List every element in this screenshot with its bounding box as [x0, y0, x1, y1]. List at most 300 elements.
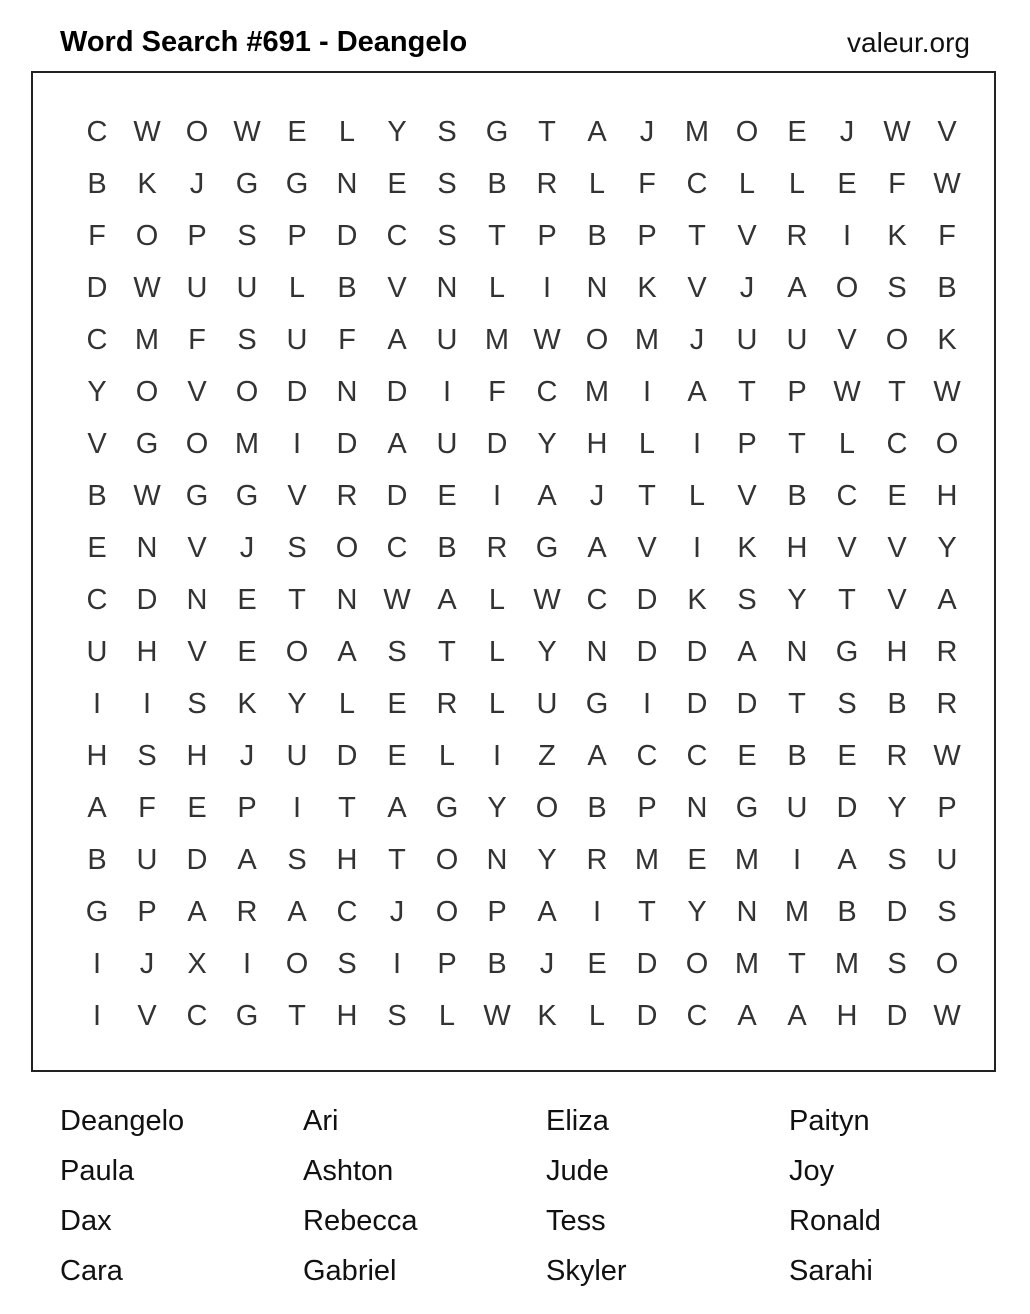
grid-letter[interactable]: R — [486, 531, 508, 564]
grid-letter[interactable]: S — [437, 115, 457, 148]
grid-letter[interactable]: C — [86, 115, 108, 148]
grid-letter[interactable]: T — [488, 219, 506, 252]
grid-letter[interactable]: N — [486, 843, 508, 876]
grid-letter[interactable]: F — [338, 323, 356, 356]
grid-letter[interactable]: D — [486, 427, 508, 460]
grid-letter[interactable]: Y — [537, 427, 557, 460]
grid-letter[interactable]: P — [737, 427, 757, 460]
grid-letter[interactable]: Y — [387, 115, 407, 148]
grid-letter[interactable]: I — [692, 427, 702, 460]
grid-letter[interactable]: C — [636, 739, 658, 772]
grid-letter[interactable]: E — [887, 479, 907, 512]
grid-letter[interactable]: E — [387, 739, 407, 772]
grid-letter[interactable]: U — [86, 635, 108, 668]
grid-letter[interactable]: A — [687, 375, 707, 408]
grid-letter[interactable]: S — [237, 219, 257, 252]
grid-letter[interactable]: P — [637, 219, 657, 252]
grid-letter[interactable]: B — [87, 167, 107, 200]
grid-letter[interactable]: Y — [887, 791, 907, 824]
grid-letter[interactable]: M — [234, 427, 260, 460]
grid-letter[interactable]: H — [186, 739, 208, 772]
grid-letter[interactable]: D — [186, 843, 208, 876]
grid-letter[interactable]: V — [737, 479, 757, 512]
grid-letter[interactable]: J — [839, 115, 855, 148]
grid-letter[interactable]: D — [336, 219, 358, 252]
grid-letter[interactable]: E — [687, 843, 707, 876]
grid-letter[interactable]: C — [836, 479, 858, 512]
grid-letter[interactable]: O — [435, 895, 459, 928]
grid-letter[interactable]: E — [187, 791, 207, 824]
grid-letter[interactable]: N — [336, 375, 358, 408]
grid-letter[interactable]: A — [787, 999, 807, 1032]
grid-letter[interactable]: A — [587, 115, 607, 148]
grid-letter[interactable]: T — [638, 895, 656, 928]
grid-letter[interactable]: D — [136, 583, 158, 616]
grid-letter[interactable]: I — [492, 479, 502, 512]
grid-letter[interactable]: L — [488, 635, 506, 668]
grid-letter[interactable]: S — [337, 947, 357, 980]
grid-letter[interactable]: Y — [537, 843, 557, 876]
grid-letter[interactable]: P — [487, 895, 507, 928]
grid-letter[interactable]: I — [642, 687, 652, 720]
grid-letter[interactable]: R — [336, 479, 358, 512]
grid-letter[interactable]: I — [242, 947, 252, 980]
grid-letter[interactable]: Y — [487, 791, 507, 824]
grid-letter[interactable]: T — [788, 947, 806, 980]
grid-letter[interactable]: O — [835, 271, 859, 304]
grid-letter[interactable]: C — [86, 323, 108, 356]
grid-letter[interactable]: C — [586, 583, 608, 616]
grid-letter[interactable]: W — [133, 479, 161, 512]
grid-letter[interactable]: P — [787, 375, 807, 408]
grid-letter[interactable]: O — [735, 115, 759, 148]
grid-letter[interactable]: N — [186, 583, 208, 616]
grid-letter[interactable]: N — [586, 271, 608, 304]
grid-letter[interactable]: M — [734, 947, 760, 980]
grid-letter[interactable]: W — [933, 739, 961, 772]
grid-letter[interactable]: I — [642, 375, 652, 408]
grid-letter[interactable]: Z — [538, 739, 556, 772]
grid-letter[interactable]: T — [338, 791, 356, 824]
grid-letter[interactable]: H — [336, 843, 358, 876]
grid-letter[interactable]: N — [686, 791, 708, 824]
grid-letter[interactable]: L — [588, 167, 606, 200]
grid-letter[interactable]: O — [335, 531, 359, 564]
grid-letter[interactable]: V — [187, 635, 207, 668]
grid-letter[interactable]: K — [737, 531, 757, 564]
grid-letter[interactable]: W — [483, 999, 511, 1032]
grid-letter[interactable]: V — [687, 271, 707, 304]
grid-letter[interactable]: S — [937, 895, 957, 928]
grid-letter[interactable]: E — [437, 479, 457, 512]
grid-letter[interactable]: E — [387, 687, 407, 720]
grid-letter[interactable]: V — [737, 219, 757, 252]
grid-letter[interactable]: P — [137, 895, 157, 928]
grid-letter[interactable]: E — [587, 947, 607, 980]
grid-letter[interactable]: V — [637, 531, 657, 564]
grid-letter[interactable]: W — [233, 115, 261, 148]
grid-letter[interactable]: P — [937, 791, 957, 824]
grid-letter[interactable]: A — [537, 895, 557, 928]
grid-letter[interactable]: H — [586, 427, 608, 460]
grid-letter[interactable]: L — [738, 167, 756, 200]
grid-letter[interactable]: M — [684, 115, 710, 148]
grid-letter[interactable]: X — [187, 947, 207, 980]
grid-letter[interactable]: S — [287, 843, 307, 876]
grid-letter[interactable]: K — [687, 583, 707, 616]
grid-letter[interactable]: W — [933, 375, 961, 408]
grid-letter[interactable]: A — [587, 739, 607, 772]
grid-letter[interactable]: L — [338, 687, 356, 720]
grid-letter[interactable]: I — [592, 895, 602, 928]
grid-letter[interactable]: I — [442, 375, 452, 408]
grid-letter[interactable]: B — [787, 479, 807, 512]
grid-letter[interactable]: U — [186, 271, 208, 304]
grid-letter[interactable]: F — [488, 375, 506, 408]
grid-letter[interactable]: V — [887, 531, 907, 564]
grid-letter[interactable]: H — [936, 479, 958, 512]
grid-letter[interactable]: O — [185, 115, 209, 148]
grid-letter[interactable]: W — [933, 999, 961, 1032]
grid-letter[interactable]: O — [135, 375, 159, 408]
grid-letter[interactable]: K — [937, 323, 957, 356]
grid-letter[interactable]: K — [537, 999, 557, 1032]
grid-letter[interactable]: A — [437, 583, 457, 616]
grid-letter[interactable]: D — [286, 375, 308, 408]
grid-letter[interactable]: L — [488, 687, 506, 720]
grid-letter[interactable]: I — [292, 791, 302, 824]
grid-letter[interactable]: K — [637, 271, 657, 304]
grid-letter[interactable]: M — [584, 375, 610, 408]
grid-letter[interactable]: U — [436, 323, 458, 356]
grid-letter[interactable]: M — [634, 323, 660, 356]
grid-letter[interactable]: B — [437, 531, 457, 564]
grid-letter[interactable]: H — [786, 531, 808, 564]
grid-letter[interactable]: L — [488, 583, 506, 616]
grid-letter[interactable]: F — [938, 219, 956, 252]
grid-letter[interactable]: J — [389, 895, 405, 928]
grid-letter[interactable]: E — [787, 115, 807, 148]
grid-letter[interactable]: Y — [287, 687, 307, 720]
grid-letter[interactable]: V — [187, 531, 207, 564]
grid-letter[interactable]: N — [136, 531, 158, 564]
grid-letter[interactable]: N — [336, 583, 358, 616]
grid-letter[interactable]: D — [636, 635, 658, 668]
grid-letter[interactable]: E — [837, 739, 857, 772]
grid-letter[interactable]: S — [837, 687, 857, 720]
grid-letter[interactable]: Y — [937, 531, 957, 564]
grid-letter[interactable]: I — [492, 739, 502, 772]
grid-letter[interactable]: V — [837, 531, 857, 564]
grid-letter[interactable]: G — [835, 635, 859, 668]
grid-letter[interactable]: U — [136, 843, 158, 876]
grid-letter[interactable]: D — [86, 271, 108, 304]
grid-letter[interactable]: W — [383, 583, 411, 616]
grid-letter[interactable]: L — [838, 427, 856, 460]
grid-letter[interactable]: S — [887, 271, 907, 304]
grid-letter[interactable]: R — [936, 687, 958, 720]
grid-letter[interactable]: Y — [537, 635, 557, 668]
grid-letter[interactable]: B — [887, 687, 907, 720]
grid-letter[interactable]: B — [937, 271, 957, 304]
grid-letter[interactable]: W — [533, 583, 561, 616]
grid-letter[interactable]: A — [237, 843, 257, 876]
grid-letter[interactable]: V — [937, 115, 957, 148]
grid-letter[interactable]: I — [692, 531, 702, 564]
grid-letter[interactable]: P — [537, 219, 557, 252]
grid-letter[interactable]: W — [533, 323, 561, 356]
grid-letter[interactable]: R — [436, 687, 458, 720]
grid-letter[interactable]: G — [535, 531, 559, 564]
grid-letter[interactable]: C — [686, 999, 708, 1032]
grid-letter[interactable]: C — [686, 167, 708, 200]
grid-letter[interactable]: D — [636, 583, 658, 616]
grid-letter[interactable]: S — [187, 687, 207, 720]
grid-letter[interactable]: Y — [87, 375, 107, 408]
grid-letter[interactable]: F — [88, 219, 106, 252]
grid-letter[interactable]: W — [883, 115, 911, 148]
grid-letter[interactable]: I — [292, 427, 302, 460]
grid-letter[interactable]: M — [834, 947, 860, 980]
grid-letter[interactable]: R — [886, 739, 908, 772]
grid-letter[interactable]: O — [185, 427, 209, 460]
grid-letter[interactable]: J — [139, 947, 155, 980]
grid-letter[interactable]: V — [837, 323, 857, 356]
grid-letter[interactable]: I — [792, 843, 802, 876]
grid-letter[interactable]: O — [935, 427, 959, 460]
grid-letter[interactable]: D — [336, 427, 358, 460]
grid-letter[interactable]: G — [285, 167, 309, 200]
grid-letter[interactable]: A — [387, 791, 407, 824]
grid-letter[interactable]: G — [485, 115, 509, 148]
grid-letter[interactable]: S — [387, 635, 407, 668]
grid-letter[interactable]: U — [286, 323, 308, 356]
grid-letter[interactable]: S — [137, 739, 157, 772]
grid-letter[interactable]: I — [142, 687, 152, 720]
grid-letter[interactable]: C — [536, 375, 558, 408]
grid-letter[interactable]: A — [187, 895, 207, 928]
grid-letter[interactable]: T — [738, 375, 756, 408]
grid-letter[interactable]: B — [337, 271, 357, 304]
grid-letter[interactable]: V — [387, 271, 407, 304]
grid-letter[interactable]: W — [133, 271, 161, 304]
grid-letter[interactable]: U — [236, 271, 258, 304]
grid-letter[interactable]: B — [87, 479, 107, 512]
grid-letter[interactable]: U — [286, 739, 308, 772]
grid-letter[interactable]: J — [589, 479, 605, 512]
grid-letter[interactable]: W — [933, 167, 961, 200]
grid-letter[interactable]: D — [886, 999, 908, 1032]
grid-letter[interactable]: H — [836, 999, 858, 1032]
grid-letter[interactable]: E — [237, 583, 257, 616]
grid-letter[interactable]: H — [336, 999, 358, 1032]
grid-letter[interactable]: C — [86, 583, 108, 616]
grid-letter[interactable]: W — [133, 115, 161, 148]
grid-letter[interactable]: M — [634, 843, 660, 876]
grid-letter[interactable]: E — [287, 115, 307, 148]
grid-letter[interactable]: K — [887, 219, 907, 252]
grid-letter[interactable]: U — [936, 843, 958, 876]
grid-letter[interactable]: G — [185, 479, 209, 512]
grid-letter[interactable]: G — [235, 479, 259, 512]
grid-letter[interactable]: H — [86, 739, 108, 772]
grid-letter[interactable]: T — [288, 999, 306, 1032]
grid-letter[interactable]: T — [288, 583, 306, 616]
grid-letter[interactable]: T — [388, 843, 406, 876]
grid-letter[interactable]: D — [736, 687, 758, 720]
grid-letter[interactable]: S — [387, 999, 407, 1032]
grid-letter[interactable]: V — [287, 479, 307, 512]
grid-letter[interactable]: C — [886, 427, 908, 460]
grid-letter[interactable]: B — [487, 167, 507, 200]
grid-letter[interactable]: S — [437, 219, 457, 252]
grid-letter[interactable]: S — [287, 531, 307, 564]
grid-letter[interactable]: N — [436, 271, 458, 304]
grid-letter[interactable]: L — [288, 271, 306, 304]
grid-letter[interactable]: K — [237, 687, 257, 720]
grid-letter[interactable]: M — [484, 323, 510, 356]
grid-letter[interactable]: E — [737, 739, 757, 772]
grid-letter[interactable]: A — [737, 999, 757, 1032]
grid-letter[interactable]: R — [936, 635, 958, 668]
grid-letter[interactable]: J — [189, 167, 205, 200]
grid-letter[interactable]: L — [788, 167, 806, 200]
grid-letter[interactable]: B — [87, 843, 107, 876]
grid-letter[interactable]: A — [837, 843, 857, 876]
grid-letter[interactable]: F — [188, 323, 206, 356]
grid-letter[interactable]: C — [386, 531, 408, 564]
grid-letter[interactable]: P — [187, 219, 207, 252]
grid-letter[interactable]: B — [487, 947, 507, 980]
grid-letter[interactable]: W — [833, 375, 861, 408]
grid-letter[interactable]: L — [588, 999, 606, 1032]
grid-letter[interactable]: O — [935, 947, 959, 980]
grid-letter[interactable]: O — [135, 219, 159, 252]
grid-letter[interactable]: N — [586, 635, 608, 668]
grid-letter[interactable]: T — [788, 427, 806, 460]
grid-letter[interactable]: V — [87, 427, 107, 460]
grid-letter[interactable]: C — [336, 895, 358, 928]
grid-letter[interactable]: O — [585, 323, 609, 356]
grid-letter[interactable]: G — [235, 999, 259, 1032]
grid-letter[interactable]: T — [788, 687, 806, 720]
grid-letter[interactable]: D — [636, 999, 658, 1032]
grid-letter[interactable]: C — [386, 219, 408, 252]
grid-letter[interactable]: N — [736, 895, 758, 928]
grid-letter[interactable]: C — [686, 739, 708, 772]
grid-letter[interactable]: I — [392, 947, 402, 980]
grid-letter[interactable]: V — [887, 583, 907, 616]
grid-letter[interactable]: T — [888, 375, 906, 408]
grid-letter[interactable]: S — [887, 947, 907, 980]
grid-letter[interactable]: V — [187, 375, 207, 408]
grid-letter[interactable]: J — [239, 739, 255, 772]
grid-letter[interactable]: T — [688, 219, 706, 252]
grid-letter[interactable]: E — [387, 167, 407, 200]
grid-letter[interactable]: R — [236, 895, 258, 928]
grid-letter[interactable]: J — [639, 115, 655, 148]
grid-letter[interactable]: A — [387, 323, 407, 356]
grid-letter[interactable]: I — [542, 271, 552, 304]
grid-letter[interactable]: I — [92, 687, 102, 720]
grid-letter[interactable]: A — [737, 635, 757, 668]
grid-letter[interactable]: L — [638, 427, 656, 460]
grid-letter[interactable]: L — [488, 271, 506, 304]
grid-letter[interactable]: D — [336, 739, 358, 772]
grid-letter[interactable]: A — [287, 895, 307, 928]
grid-letter[interactable]: D — [386, 479, 408, 512]
grid-letter[interactable]: V — [137, 999, 157, 1032]
grid-letter[interactable]: P — [437, 947, 457, 980]
grid-letter[interactable]: D — [686, 635, 708, 668]
grid-letter[interactable]: S — [437, 167, 457, 200]
grid-letter[interactable]: R — [786, 219, 808, 252]
grid-letter[interactable]: U — [786, 323, 808, 356]
grid-letter[interactable]: S — [887, 843, 907, 876]
grid-letter[interactable]: L — [438, 739, 456, 772]
grid-letter[interactable]: D — [636, 947, 658, 980]
grid-letter[interactable]: F — [638, 167, 656, 200]
grid-letter[interactable]: B — [837, 895, 857, 928]
grid-letter[interactable]: T — [538, 115, 556, 148]
grid-letter[interactable]: N — [786, 635, 808, 668]
grid-letter[interactable]: A — [387, 427, 407, 460]
grid-letter[interactable]: H — [136, 635, 158, 668]
grid-letter[interactable]: L — [688, 479, 706, 512]
grid-letter[interactable]: U — [436, 427, 458, 460]
grid-letter[interactable]: A — [87, 791, 107, 824]
grid-letter[interactable]: T — [638, 479, 656, 512]
grid-letter[interactable]: R — [586, 843, 608, 876]
grid-letter[interactable]: G — [435, 791, 459, 824]
grid-letter[interactable]: G — [235, 167, 259, 200]
grid-letter[interactable]: J — [239, 531, 255, 564]
grid-letter[interactable]: A — [587, 531, 607, 564]
grid-letter[interactable]: S — [737, 583, 757, 616]
grid-letter[interactable]: S — [237, 323, 257, 356]
grid-letter[interactable]: U — [786, 791, 808, 824]
grid-letter[interactable]: G — [585, 687, 609, 720]
grid-letter[interactable]: J — [689, 323, 705, 356]
grid-letter[interactable]: P — [287, 219, 307, 252]
grid-letter[interactable]: I — [92, 999, 102, 1032]
grid-letter[interactable]: Y — [787, 583, 807, 616]
grid-letter[interactable]: U — [536, 687, 558, 720]
grid-letter[interactable]: O — [685, 947, 709, 980]
grid-letter[interactable]: R — [536, 167, 558, 200]
grid-letter[interactable]: G — [135, 427, 159, 460]
grid-letter[interactable]: H — [886, 635, 908, 668]
grid-letter[interactable]: A — [937, 583, 957, 616]
grid-letter[interactable]: O — [535, 791, 559, 824]
grid-letter[interactable]: O — [435, 843, 459, 876]
grid-letter[interactable]: G — [735, 791, 759, 824]
grid-letter[interactable]: F — [888, 167, 906, 200]
grid-letter[interactable]: M — [734, 843, 760, 876]
grid-letter[interactable]: F — [138, 791, 156, 824]
grid-letter[interactable]: P — [637, 791, 657, 824]
grid-letter[interactable]: U — [736, 323, 758, 356]
grid-letter[interactable]: Y — [687, 895, 707, 928]
grid-letter[interactable]: A — [787, 271, 807, 304]
grid-letter[interactable]: B — [787, 739, 807, 772]
grid-letter[interactable]: B — [587, 219, 607, 252]
grid-letter[interactable]: O — [885, 323, 909, 356]
grid-letter[interactable]: M — [784, 895, 810, 928]
grid-letter[interactable]: K — [137, 167, 157, 200]
grid-letter[interactable]: E — [237, 635, 257, 668]
grid-letter[interactable]: A — [537, 479, 557, 512]
